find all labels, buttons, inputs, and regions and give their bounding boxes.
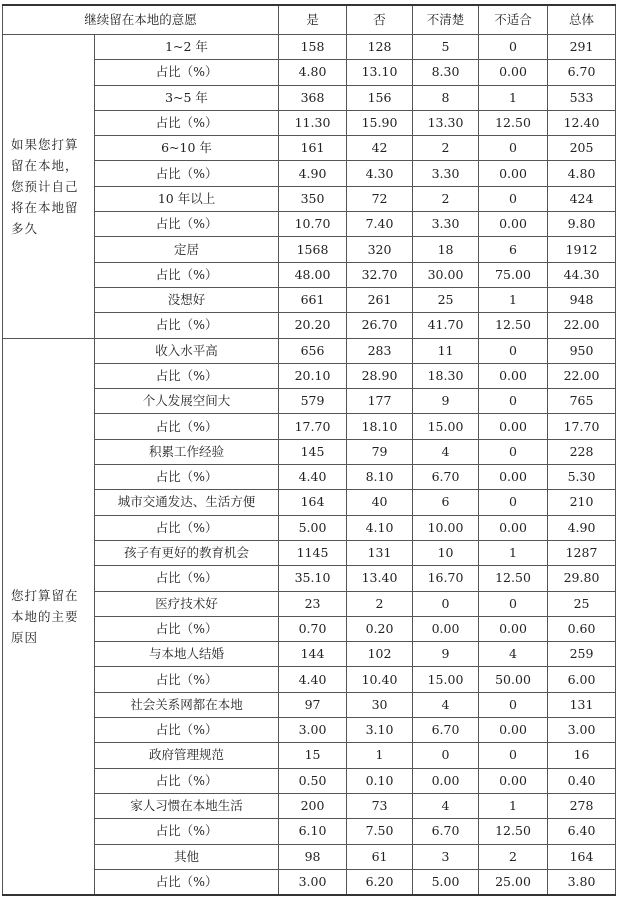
table-cell: 1 [479, 793, 548, 818]
table-cell: 4 [479, 642, 548, 667]
table-body [3, 35, 616, 896]
table-cell: 5.30 [548, 465, 616, 490]
table-cell: 164 [279, 490, 347, 515]
row-label: 占比（%） [95, 313, 279, 338]
table-cell: 48.00 [279, 262, 347, 287]
table-cell: 144 [279, 642, 347, 667]
table-cell: 158 [279, 35, 347, 60]
table-cell: 656 [279, 338, 347, 363]
table-row [3, 85, 616, 110]
row-label: 占比（%） [95, 363, 279, 388]
table-cell: 161 [279, 136, 347, 161]
table-cell: 73 [347, 793, 413, 818]
table-cell: 0.00 [479, 414, 548, 439]
row-label: 占比（%） [95, 262, 279, 287]
table-cell: 350 [279, 186, 347, 211]
header-not-applicable: 不适合 [479, 5, 548, 35]
table-row [3, 262, 616, 287]
row-label: 占比（%） [95, 161, 279, 186]
table-row [3, 212, 616, 237]
table-cell: 0 [479, 136, 548, 161]
table-cell: 8 [413, 85, 479, 110]
table-cell: 0 [479, 490, 548, 515]
table-cell: 5.00 [279, 515, 347, 540]
table-cell: 0.70 [279, 616, 347, 641]
table-cell: 533 [548, 85, 616, 110]
table-cell: 8.30 [413, 60, 479, 85]
table-cell: 6.10 [279, 819, 347, 844]
table-cell: 12.50 [479, 313, 548, 338]
table-cell: 12.50 [479, 110, 548, 135]
data-table [2, 4, 616, 896]
table-cell: 6.00 [548, 667, 616, 692]
row-label: 孩子有更好的教育机会 [95, 540, 279, 565]
table-row [3, 110, 616, 135]
header-yes: 是 [279, 5, 347, 35]
row-label: 占比（%） [95, 616, 279, 641]
table-cell: 579 [279, 389, 347, 414]
table-cell: 0.00 [479, 718, 548, 743]
table-cell: 4 [413, 439, 479, 464]
table-cell: 20.10 [279, 363, 347, 388]
row-label: 其他 [95, 844, 279, 869]
table-cell: 44.30 [548, 262, 616, 287]
header-total: 总体 [548, 5, 616, 35]
table-cell: 278 [548, 793, 616, 818]
table-cell: 0.00 [413, 616, 479, 641]
table-cell: 0.10 [347, 768, 413, 793]
table-row [3, 161, 616, 186]
table-cell: 0 [479, 389, 548, 414]
header-no: 否 [347, 5, 413, 35]
table-cell: 50.00 [479, 667, 548, 692]
table-cell: 5.00 [413, 869, 479, 895]
table-cell: 0.00 [479, 161, 548, 186]
table-row [3, 439, 616, 464]
table-cell: 156 [347, 85, 413, 110]
row-label: 占比（%） [95, 667, 279, 692]
table-row [3, 540, 616, 565]
table-row [3, 287, 616, 312]
table-cell: 4.90 [548, 515, 616, 540]
table-cell: 18.30 [413, 363, 479, 388]
table-cell: 3.80 [548, 869, 616, 895]
table-cell: 30 [347, 692, 413, 717]
table-cell: 9 [413, 642, 479, 667]
table-row [3, 793, 616, 818]
table-row [3, 616, 616, 641]
table-cell: 12.50 [479, 566, 548, 591]
table-cell: 18 [413, 237, 479, 262]
table-cell: 0.00 [479, 60, 548, 85]
table-cell: 16 [548, 743, 616, 768]
table-cell: 6 [479, 237, 548, 262]
table-cell: 4.40 [279, 465, 347, 490]
table-cell: 11 [413, 338, 479, 363]
table-cell: 164 [548, 844, 616, 869]
table-row [3, 338, 616, 363]
row-label: 占比（%） [95, 566, 279, 591]
table-cell: 2 [413, 186, 479, 211]
table-cell: 20.20 [279, 313, 347, 338]
table-cell: 0 [479, 338, 548, 363]
table-row [3, 237, 616, 262]
table-cell: 210 [548, 490, 616, 515]
table-cell: 75.00 [479, 262, 548, 287]
table-cell: 22.00 [548, 313, 616, 338]
table-cell: 177 [347, 389, 413, 414]
table-row [3, 515, 616, 540]
table-cell: 7.50 [347, 819, 413, 844]
table-cell: 9.80 [548, 212, 616, 237]
table-cell: 4.30 [347, 161, 413, 186]
table-cell: 3.10 [347, 718, 413, 743]
row-label: 没想好 [95, 287, 279, 312]
table-cell: 128 [347, 35, 413, 60]
table-row [3, 465, 616, 490]
table-cell: 2 [479, 844, 548, 869]
table-cell: 228 [548, 439, 616, 464]
table-cell: 0 [479, 439, 548, 464]
row-label: 政府管理规范 [95, 743, 279, 768]
table-cell: 131 [347, 540, 413, 565]
row-label: 定居 [95, 237, 279, 262]
row-label: 医疗技术好 [95, 591, 279, 616]
table-cell: 13.40 [347, 566, 413, 591]
table-cell: 5 [413, 35, 479, 60]
table-cell: 97 [279, 692, 347, 717]
table-cell: 1287 [548, 540, 616, 565]
table-cell: 4.90 [279, 161, 347, 186]
table-cell: 0.00 [479, 768, 548, 793]
row-label: 城市交通发达、生活方便 [95, 490, 279, 515]
row-label: 家人习惯在本地生活 [95, 793, 279, 818]
header-intent: 继续留在本地的意愿 [3, 5, 279, 35]
table-cell: 11.30 [279, 110, 347, 135]
table-cell: 661 [279, 287, 347, 312]
table-cell: 13.10 [347, 60, 413, 85]
table-cell: 0.00 [479, 465, 548, 490]
table-cell: 948 [548, 287, 616, 312]
table-row [3, 566, 616, 591]
row-label: 社会关系网都在本地 [95, 692, 279, 717]
table-cell: 6.40 [548, 819, 616, 844]
table-row [3, 667, 616, 692]
table-cell: 1 [479, 85, 548, 110]
table-cell: 18.10 [347, 414, 413, 439]
table-cell: 320 [347, 237, 413, 262]
table-cell: 4 [413, 793, 479, 818]
table-cell: 30.00 [413, 262, 479, 287]
table-cell: 3.00 [279, 718, 347, 743]
table-cell: 0.00 [413, 768, 479, 793]
row-label: 占比（%） [95, 768, 279, 793]
table-cell: 41.70 [413, 313, 479, 338]
table-row [3, 692, 616, 717]
group-label: 如果您打算留在本地，您预计自己将在本地留多久 [3, 35, 95, 339]
table-row [3, 819, 616, 844]
table-cell: 259 [548, 642, 616, 667]
table-cell: 98 [279, 844, 347, 869]
table-cell: 145 [279, 439, 347, 464]
table-cell: 205 [548, 136, 616, 161]
table-row [3, 136, 616, 161]
table-cell: 2 [347, 591, 413, 616]
table-cell: 9 [413, 389, 479, 414]
table-cell: 0 [413, 591, 479, 616]
header-unclear: 不清楚 [413, 5, 479, 35]
table-cell: 3.30 [413, 161, 479, 186]
table-cell: 4 [413, 692, 479, 717]
row-label: 占比（%） [95, 465, 279, 490]
table-cell: 6.70 [413, 465, 479, 490]
table-cell: 79 [347, 439, 413, 464]
table-cell: 10.70 [279, 212, 347, 237]
table-cell: 3.00 [548, 718, 616, 743]
row-label: 积累工作经验 [95, 439, 279, 464]
table-cell: 16.70 [413, 566, 479, 591]
row-label: 10 年以上 [95, 186, 279, 211]
table-cell: 6.70 [413, 718, 479, 743]
table-cell: 765 [548, 389, 616, 414]
table-cell: 22.00 [548, 363, 616, 388]
table-cell: 1 [479, 287, 548, 312]
table-cell: 424 [548, 186, 616, 211]
table-cell: 1912 [548, 237, 616, 262]
row-label: 占比（%） [95, 819, 279, 844]
table-row [3, 313, 616, 338]
table-row [3, 869, 616, 895]
row-label: 个人发展空间大 [95, 389, 279, 414]
table-cell: 12.50 [479, 819, 548, 844]
table-cell: 35.10 [279, 566, 347, 591]
table-row [3, 363, 616, 388]
row-label: 占比（%） [95, 414, 279, 439]
table-cell: 15 [279, 743, 347, 768]
group-label: 您打算留在本地的主要原因 [3, 338, 95, 895]
table-row [3, 768, 616, 793]
table-cell: 0 [479, 591, 548, 616]
table-cell: 950 [548, 338, 616, 363]
table-cell: 0.20 [347, 616, 413, 641]
table-cell: 6.70 [413, 819, 479, 844]
table-cell: 291 [548, 35, 616, 60]
table-cell: 10.40 [347, 667, 413, 692]
table-row [3, 389, 616, 414]
table-row [3, 591, 616, 616]
table-row [3, 186, 616, 211]
table-cell: 0 [413, 743, 479, 768]
table-cell: 131 [548, 692, 616, 717]
table-cell: 1145 [279, 540, 347, 565]
row-label: 占比（%） [95, 212, 279, 237]
table-cell: 15.00 [413, 667, 479, 692]
table-cell: 10.00 [413, 515, 479, 540]
table-cell: 61 [347, 844, 413, 869]
row-label: 占比（%） [95, 869, 279, 895]
row-label: 与本地人结婚 [95, 642, 279, 667]
table-cell: 0.50 [279, 768, 347, 793]
table-cell: 40 [347, 490, 413, 515]
table-cell: 4.80 [279, 60, 347, 85]
table-cell: 0 [479, 743, 548, 768]
table-cell: 15.00 [413, 414, 479, 439]
table-cell: 10 [413, 540, 479, 565]
table-row [3, 844, 616, 869]
table-row [3, 414, 616, 439]
table-cell: 25 [413, 287, 479, 312]
row-label: 占比（%） [95, 60, 279, 85]
header-row [3, 5, 616, 35]
table-cell: 26.70 [347, 313, 413, 338]
table-row [3, 718, 616, 743]
table-cell: 4.10 [347, 515, 413, 540]
table-cell: 0 [479, 186, 548, 211]
table-cell: 3.00 [279, 869, 347, 895]
table-row [3, 35, 616, 60]
table-cell: 102 [347, 642, 413, 667]
table-cell: 6 [413, 490, 479, 515]
table-cell: 2 [413, 136, 479, 161]
table-cell: 23 [279, 591, 347, 616]
table-cell: 0 [479, 35, 548, 60]
table-cell: 200 [279, 793, 347, 818]
table-cell: 72 [347, 186, 413, 211]
table-row [3, 490, 616, 515]
table-cell: 15.90 [347, 110, 413, 135]
table-cell: 6.20 [347, 869, 413, 895]
row-label: 3~5 年 [95, 85, 279, 110]
table-row [3, 642, 616, 667]
table-cell: 29.80 [548, 566, 616, 591]
table-cell: 0.00 [479, 616, 548, 641]
table-row [3, 743, 616, 768]
table-cell: 0.00 [479, 212, 548, 237]
row-label: 占比（%） [95, 110, 279, 135]
table-cell: 261 [347, 287, 413, 312]
row-label: 占比（%） [95, 515, 279, 540]
table-cell: 8.10 [347, 465, 413, 490]
table-row [3, 60, 616, 85]
table-cell: 28.90 [347, 363, 413, 388]
table-cell: 1568 [279, 237, 347, 262]
row-label: 收入水平高 [95, 338, 279, 363]
table-cell: 0.40 [548, 768, 616, 793]
table-cell: 25 [548, 591, 616, 616]
table-cell: 12.40 [548, 110, 616, 135]
table-cell: 13.30 [413, 110, 479, 135]
table-cell: 0.00 [479, 363, 548, 388]
table-cell: 368 [279, 85, 347, 110]
table-cell: 0.60 [548, 616, 616, 641]
table-cell: 42 [347, 136, 413, 161]
table-cell: 4.40 [279, 667, 347, 692]
table-cell: 3 [413, 844, 479, 869]
table-cell: 283 [347, 338, 413, 363]
row-label: 占比（%） [95, 718, 279, 743]
table-cell: 0.00 [479, 515, 548, 540]
row-label: 1~2 年 [95, 35, 279, 60]
table-cell: 6.70 [548, 60, 616, 85]
table-cell: 17.70 [279, 414, 347, 439]
table-cell: 17.70 [548, 414, 616, 439]
row-label: 6~10 年 [95, 136, 279, 161]
table-cell: 4.80 [548, 161, 616, 186]
table-cell: 7.40 [347, 212, 413, 237]
table-cell: 3.30 [413, 212, 479, 237]
table-cell: 32.70 [347, 262, 413, 287]
table-cell: 1 [347, 743, 413, 768]
table-cell: 1 [479, 540, 548, 565]
table-cell: 25.00 [479, 869, 548, 895]
table-cell: 0 [479, 692, 548, 717]
